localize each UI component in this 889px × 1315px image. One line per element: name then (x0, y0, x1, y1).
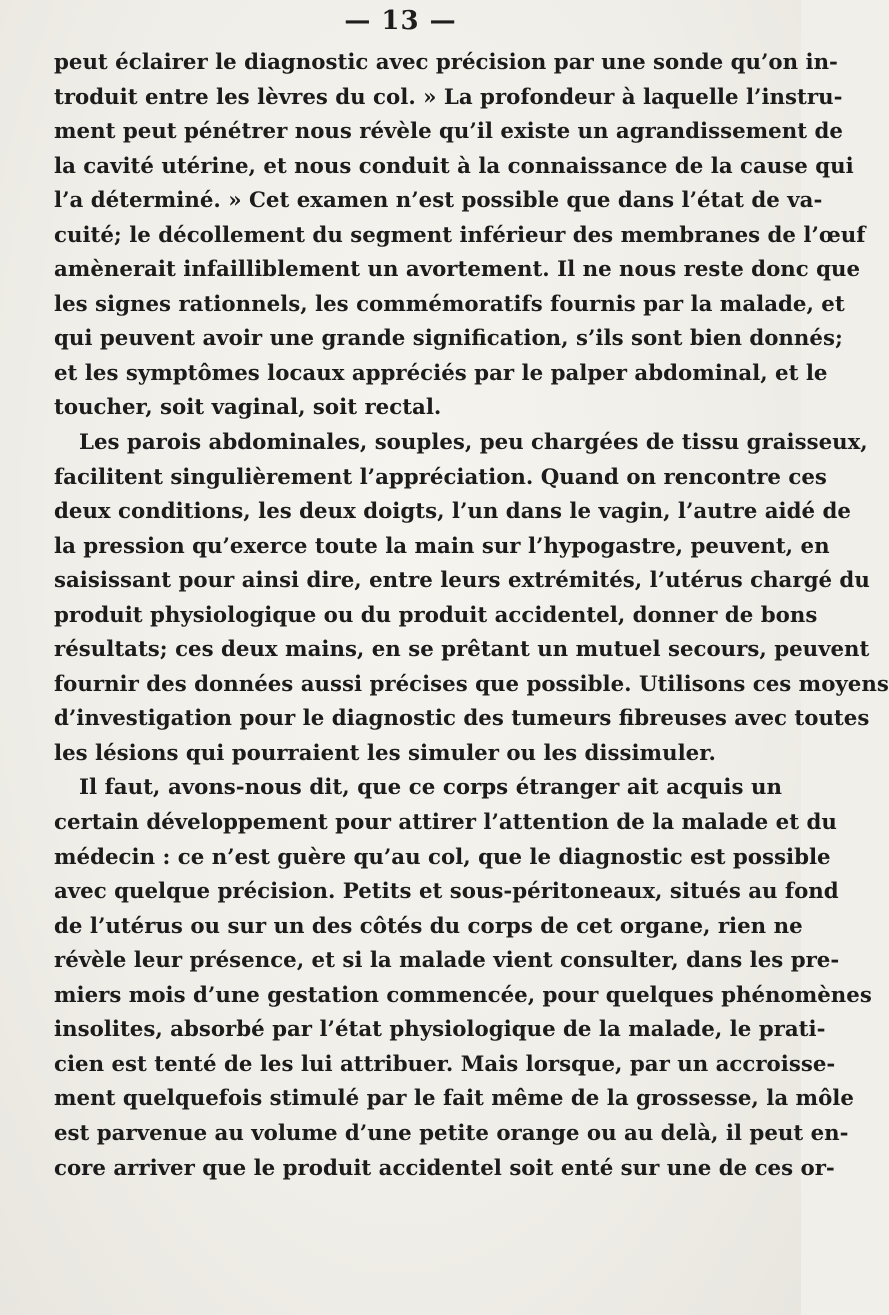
paragraph-2 (54, 426, 889, 771)
text-line: qui peuvent avoir une grande signification, s’ils sont bien donnés; (54, 326, 843, 352)
text-line: core arriver que le produit accidentel soit enté sur une de ces or- (54, 1155, 835, 1181)
text-line: ment peut pénétrer nous révèle qu’il existe un agrandissement de (54, 119, 843, 145)
text-line: peut éclairer le diagnostic avec précision par une sonde qu’on in- (54, 50, 838, 75)
page-number: — 13 — (344, 6, 457, 36)
text-line: troduit entre les lèvres du col. » La profondeur à laquelle l’instru- (54, 84, 843, 110)
text-line: insolites, absorbé par l’état physiologique de la malade, le prati- (54, 1017, 826, 1043)
text-line: les signes rationnels, les commémoratifs fournis par la malade, et (54, 291, 845, 317)
text-line: Il faut, avons-nous dit, que ce corps étranger ait acquis un (79, 775, 782, 801)
text-line: cien est tenté de les lui attribuer. Mais lorsque, par un accroisse- (54, 1051, 836, 1077)
text-line: saisissant pour ainsi dire, entre leurs extrémités, l’utérus chargé du (54, 568, 870, 594)
text-line: et les symptômes locaux appréciés par le palper abdominal, et le (54, 360, 828, 386)
text-line: la pression qu’exerce toute la main sur l’hypogastre, peuvent, en (54, 533, 830, 559)
text-line: ment quelquefois stimulé par le fait même de la grossesse, la môle (54, 1086, 854, 1112)
text-line: avec quelque précision. Petits et sous-péritoneaux, situés au fond (54, 879, 839, 905)
text-line: les lésions qui pourraient les simuler ou les dissimuler. (54, 740, 716, 766)
text-line: d’investigation pour le diagnostic des tumeurs fibreuses avec toutes (54, 706, 870, 732)
text-line: amènerait infailliblement un avortement. Il ne nous reste donc que (54, 257, 861, 283)
body-text (54, 46, 889, 1186)
text-line: résultats; ces deux mains, en se prêtant un mutuel secours, peuvent (54, 637, 870, 663)
text-line: de l’utérus ou sur un des côtés du corps de cet organe, rien ne (54, 913, 803, 939)
text-line: miers mois d’une gestation commencée, pour quelques phénomènes (54, 982, 872, 1008)
paragraph-1 (54, 46, 866, 426)
text-line: l’a déterminé. » Cet examen n’est possible que dans l’état de va- (54, 188, 823, 214)
text-line: Les parois abdominales, souples, peu chargées de tissu graisseux, (79, 430, 868, 456)
text-line: toucher, soit vaginal, soit rectal. (54, 395, 442, 421)
text-line: fournir des données aussi précises que possible. Utilisons ces moyens (54, 671, 889, 697)
text-line: médecin : ce n’est guère qu’au col, que le diagnostic est possible (54, 844, 831, 870)
text-line: est parvenue au volume d’une petite orange ou au delà, il peut en- (54, 1120, 849, 1146)
text-line: deux conditions, les deux doigts, l’un dans le vagin, l’autre aidé de (54, 499, 851, 525)
text-line: produit physiologique ou du produit accidentel, donner de bons (54, 602, 818, 628)
paragraph-3 (54, 771, 872, 1186)
text-line: la cavité utérine, et nous conduit à la connaissance de la cause qui (54, 153, 854, 179)
text-line: révèle leur présence, et si la malade vient consulter, dans les pre- (54, 948, 840, 974)
text-line: cuité; le décollement du segment inférieur des membranes de l’œuf (54, 222, 866, 248)
text-line: certain développement pour attirer l’attention de la malade et du (54, 810, 837, 836)
text-line: facilitent singulièrement l’appréciation. Quand on rencontre ces (54, 464, 827, 490)
